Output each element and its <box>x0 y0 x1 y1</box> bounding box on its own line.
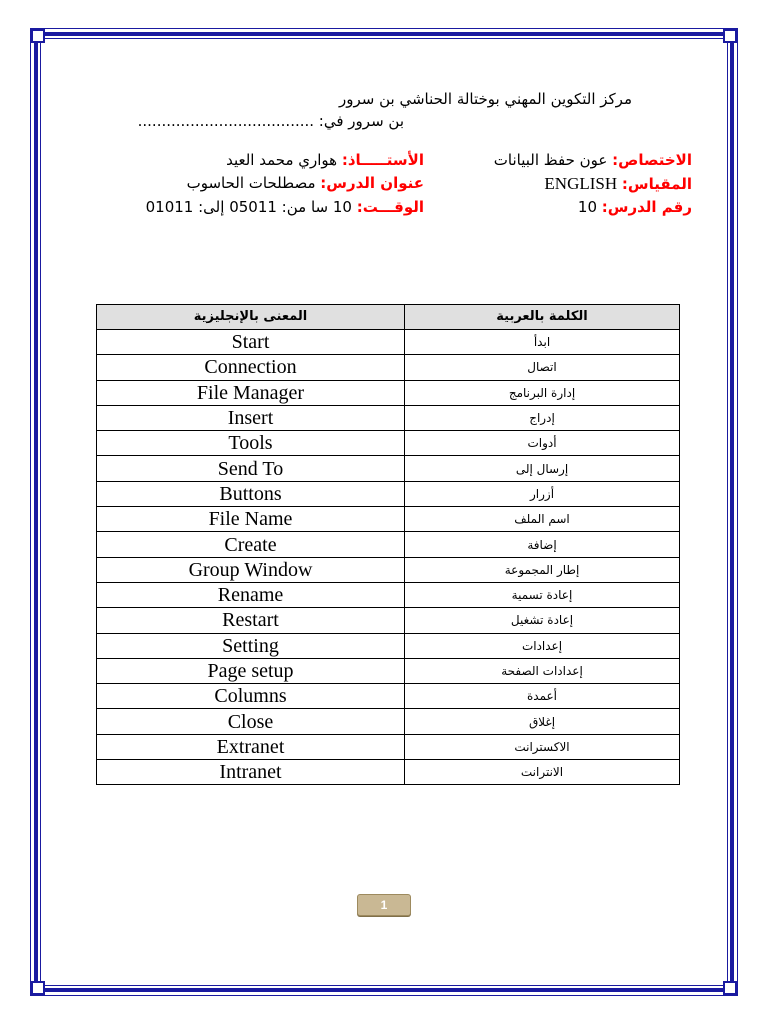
english-term: Tools <box>97 431 405 456</box>
table-row <box>97 760 680 785</box>
lesson-number-value: 10 <box>577 198 597 216</box>
table-row <box>97 431 680 456</box>
page-number-badge: 1 <box>357 894 411 916</box>
arabic-term: أزرار <box>405 481 680 506</box>
english-term: Restart <box>97 608 405 633</box>
table-row <box>97 582 680 607</box>
table-row <box>97 709 680 734</box>
table-row <box>97 633 680 658</box>
english-term: Create <box>97 532 405 557</box>
corner-bottom-right <box>723 981 737 995</box>
module-value: ENGLISH <box>544 174 618 193</box>
english-term: Setting <box>97 633 405 658</box>
arabic-term: الانترانت <box>405 760 680 785</box>
header-arabic: الكلمة بالعربية <box>405 305 680 330</box>
specialty-field <box>494 151 692 169</box>
institution-name: مركز التكوين المهني بوختالة الحناشي بن سرور <box>339 90 632 108</box>
time-value: 10 سا من: 05011 إلى: 01011 <box>145 198 352 216</box>
corner-top-left <box>31 29 45 43</box>
arabic-term: ابدأ <box>405 330 680 355</box>
arabic-term: إدراج <box>405 405 680 430</box>
arabic-term: الاكسترانت <box>405 734 680 759</box>
english-term: Rename <box>97 582 405 607</box>
lesson-number-field <box>578 198 692 216</box>
module-label: المقياس: <box>621 175 692 193</box>
arabic-term: اتصال <box>405 355 680 380</box>
arabic-term: أدوات <box>405 431 680 456</box>
english-term: Columns <box>97 684 405 709</box>
english-term: File Manager <box>97 380 405 405</box>
arabic-term: اسم الملف <box>405 507 680 532</box>
english-term: Start <box>97 330 405 355</box>
table-row <box>97 481 680 506</box>
table-row <box>97 532 680 557</box>
arabic-term: إعادة تسمية <box>405 582 680 607</box>
time-label: الوقـــت: <box>356 198 424 216</box>
arabic-term: إعادة تشغيل <box>405 608 680 633</box>
english-term: Intranet <box>97 760 405 785</box>
arabic-term: إطار المجموعة <box>405 557 680 582</box>
arabic-term: إغلاق <box>405 709 680 734</box>
time-field <box>146 198 424 216</box>
table-row <box>97 507 680 532</box>
english-term: Buttons <box>97 481 405 506</box>
arabic-term: إعدادات <box>405 633 680 658</box>
english-term: Extranet <box>97 734 405 759</box>
teacher-label: الأستـــــاذ: <box>341 151 424 169</box>
vocabulary-body <box>97 330 680 785</box>
table-row <box>97 557 680 582</box>
module-field <box>544 174 692 194</box>
date-line: بن سرور في: ..................................... <box>137 112 404 130</box>
table-row <box>97 456 680 481</box>
specialty-label: الاختصاص: <box>612 151 692 169</box>
arabic-term: أعمدة <box>405 684 680 709</box>
table-row <box>97 684 680 709</box>
lesson-title-value: مصطلحات الحاسوب <box>186 174 316 192</box>
table-header-row <box>97 305 680 330</box>
arabic-term: إضافة <box>405 532 680 557</box>
vocabulary-table <box>96 304 680 785</box>
lesson-title-label: عنوان الدرس: <box>320 174 424 192</box>
table-row <box>97 380 680 405</box>
teacher-field <box>226 151 424 169</box>
english-term: File Name <box>97 507 405 532</box>
corner-bottom-left <box>31 981 45 995</box>
english-term: Group Window <box>97 557 405 582</box>
arabic-term: إدارة البرنامج <box>405 380 680 405</box>
english-term: Page setup <box>97 658 405 683</box>
english-term: Insert <box>97 405 405 430</box>
arabic-term: إرسال إلى <box>405 456 680 481</box>
corner-top-right <box>723 29 737 43</box>
table-row <box>97 608 680 633</box>
english-term: Send To <box>97 456 405 481</box>
table-row <box>97 734 680 759</box>
table-row <box>97 330 680 355</box>
arabic-term: إعدادات الصفحة <box>405 658 680 683</box>
table-row <box>97 658 680 683</box>
lesson-number-label: رقم الدرس: <box>601 198 692 216</box>
specialty-value: عون حفظ البيانات <box>493 151 608 169</box>
table-row <box>97 355 680 380</box>
teacher-value: هواري محمد العيد <box>226 151 338 169</box>
lesson-title-field <box>187 174 424 192</box>
table-row <box>97 405 680 430</box>
english-term: Close <box>97 709 405 734</box>
english-term: Connection <box>97 355 405 380</box>
header-english: المعنى بالإنجليزية <box>97 305 405 330</box>
